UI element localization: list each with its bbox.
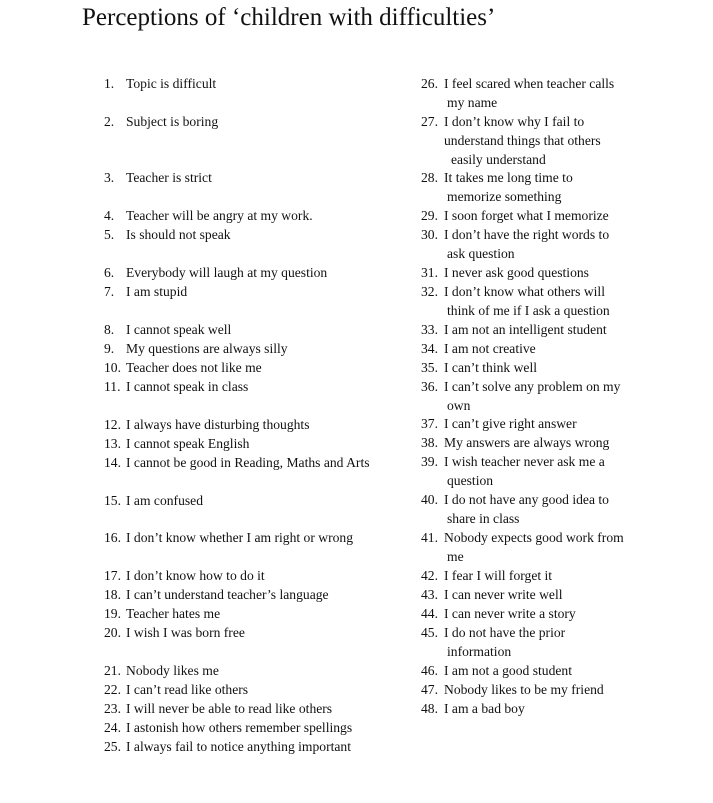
list-item: I can’t solve any problem on my bbox=[444, 379, 621, 394]
list-item: Subject is boring bbox=[126, 114, 219, 129]
page-title: Perceptions of ‘children with difficulties’ bbox=[82, 4, 496, 31]
item-number: 18. bbox=[104, 587, 121, 602]
item-number: 16. bbox=[104, 530, 121, 545]
list-item: I never ask good questions bbox=[444, 265, 589, 280]
item-number: 13. bbox=[104, 436, 121, 451]
list-item-continuation: question bbox=[447, 473, 494, 488]
list-item-continuation: share in class bbox=[447, 511, 520, 526]
item-number: 43. bbox=[421, 587, 438, 602]
list-item: I cannot speak well bbox=[126, 322, 232, 337]
list-item: I can’t understand teacher’s language bbox=[126, 587, 329, 602]
list-item-continuation: easily understand bbox=[451, 152, 546, 167]
list-item: Is should not speak bbox=[126, 227, 231, 242]
item-number: 11. bbox=[104, 379, 121, 394]
list-item: I astonish how others remember spellings bbox=[126, 720, 353, 735]
item-number: 31. bbox=[421, 265, 438, 280]
list-item: Nobody likes me bbox=[126, 663, 219, 678]
list-item: I always fail to notice anything important bbox=[126, 739, 351, 754]
list-item: Nobody likes to be my friend bbox=[444, 682, 604, 697]
list-item: I don’t have the right words to bbox=[444, 227, 610, 242]
list-item: I wish teacher never ask me a bbox=[444, 454, 605, 469]
list-item: Nobody expects good work from bbox=[444, 530, 624, 545]
item-number: 42. bbox=[421, 568, 438, 583]
list-item: My answers are always wrong bbox=[444, 435, 610, 450]
list-item-continuation: my name bbox=[447, 95, 498, 110]
item-number: 32. bbox=[421, 284, 438, 299]
list-item: I am not an intelligent student bbox=[444, 322, 607, 337]
item-number: 4. bbox=[104, 208, 115, 223]
item-number: 26. bbox=[421, 76, 438, 91]
list-item: I am stupid bbox=[126, 284, 188, 299]
list-item: I am confused bbox=[126, 493, 204, 508]
item-number: 45. bbox=[421, 625, 438, 640]
list-item: My questions are always silly bbox=[126, 341, 288, 356]
item-number: 19. bbox=[104, 606, 121, 621]
list-item: I don’t know why I fail to bbox=[444, 114, 585, 129]
list-item-continuation: memorize something bbox=[447, 189, 562, 204]
item-number: 10. bbox=[104, 360, 121, 375]
item-number: 25. bbox=[104, 739, 121, 754]
item-number: 37. bbox=[421, 416, 438, 431]
list-item: Topic is difficult bbox=[126, 76, 217, 91]
list-item-continuation: think of me if I ask a question bbox=[447, 303, 610, 318]
list-item: It takes me long time to bbox=[444, 170, 573, 185]
item-number: 30. bbox=[421, 227, 438, 242]
list-item-continuation: own bbox=[447, 398, 471, 413]
item-number: 28. bbox=[421, 170, 438, 185]
item-number: 34. bbox=[421, 341, 438, 356]
item-number: 1. bbox=[104, 76, 115, 91]
item-number: 12. bbox=[104, 417, 121, 432]
list-item-continuation: ask question bbox=[447, 246, 515, 261]
list-item: I can never write well bbox=[444, 587, 563, 602]
list-item: I wish I was born free bbox=[126, 625, 245, 640]
list-item: I don’t know what others will bbox=[444, 284, 605, 299]
list-item: I can’t read like others bbox=[126, 682, 249, 697]
list-item: I do not have the prior bbox=[444, 625, 566, 640]
list-item: Everybody will laugh at my question bbox=[126, 265, 328, 280]
item-number: 38. bbox=[421, 435, 438, 450]
list-item: I don’t know how to do it bbox=[126, 568, 265, 583]
item-number: 46. bbox=[421, 663, 438, 678]
list-item: Teacher is strict bbox=[126, 170, 212, 185]
list-item: I fear I will forget it bbox=[444, 568, 553, 583]
item-number: 36. bbox=[421, 379, 438, 394]
list-item: I cannot speak in class bbox=[126, 379, 249, 394]
item-number: 21. bbox=[104, 663, 121, 678]
item-number: 14. bbox=[104, 455, 121, 470]
list-item: I don’t know whether I am right or wrong bbox=[126, 530, 354, 545]
list-item: I do not have any good idea to bbox=[444, 492, 609, 507]
item-number: 15. bbox=[104, 493, 121, 508]
item-number: 2. bbox=[104, 114, 115, 129]
list-item: I am not a good student bbox=[444, 663, 572, 678]
list-item: I can’t think well bbox=[444, 360, 537, 375]
item-number: 39. bbox=[421, 454, 438, 469]
list-item: I am a bad boy bbox=[444, 701, 525, 716]
item-number: 5. bbox=[104, 227, 115, 242]
list-item: I can’t give right answer bbox=[444, 416, 577, 431]
item-number: 22. bbox=[104, 682, 121, 697]
list-item-continuation: me bbox=[447, 549, 464, 564]
item-number: 27. bbox=[421, 114, 438, 129]
list-item: Teacher hates me bbox=[126, 606, 221, 621]
list-item: Teacher will be angry at my work. bbox=[126, 208, 313, 223]
list-item: Teacher does not like me bbox=[126, 360, 262, 375]
list-item: I can never write a story bbox=[444, 606, 576, 621]
item-number: 7. bbox=[104, 284, 115, 299]
item-number: 44. bbox=[421, 606, 438, 621]
item-number: 41. bbox=[421, 530, 438, 545]
item-number: 23. bbox=[104, 701, 121, 716]
list-item-continuation: understand things that others bbox=[444, 133, 601, 148]
list-item: I soon forget what I memorize bbox=[444, 208, 609, 223]
item-number: 33. bbox=[421, 322, 438, 337]
item-number: 6. bbox=[104, 265, 115, 280]
item-number: 35. bbox=[421, 360, 438, 375]
list-item-continuation: information bbox=[447, 644, 512, 659]
item-number: 24. bbox=[104, 720, 121, 735]
item-number: 47. bbox=[421, 682, 438, 697]
item-number: 48. bbox=[421, 701, 438, 716]
item-number: 17. bbox=[104, 568, 121, 583]
list-item: I will never be able to read like others bbox=[126, 701, 333, 716]
item-number: 20. bbox=[104, 625, 121, 640]
list-item: I cannot speak English bbox=[126, 436, 250, 451]
item-number: 8. bbox=[104, 322, 115, 337]
item-number: 40. bbox=[421, 492, 438, 507]
item-number: 3. bbox=[104, 170, 115, 185]
list-item: I cannot be good in Reading, Maths and Arts bbox=[126, 455, 370, 470]
item-number: 29. bbox=[421, 208, 438, 223]
list-item: I feel scared when teacher calls bbox=[444, 76, 615, 91]
list-item: I always have disturbing thoughts bbox=[126, 417, 310, 432]
list-item: I am not creative bbox=[444, 341, 536, 356]
item-number: 9. bbox=[104, 341, 115, 356]
